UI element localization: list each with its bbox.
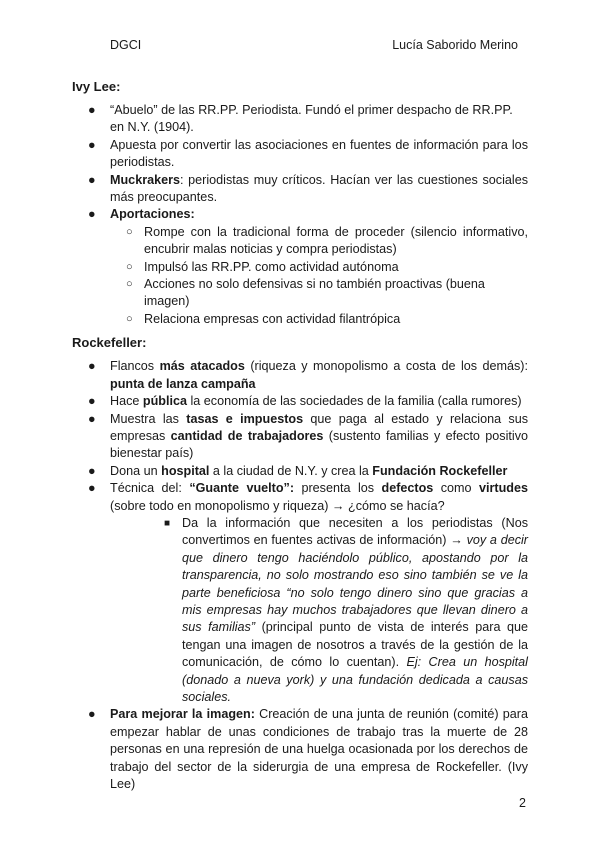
text: presenta los	[294, 481, 382, 496]
sublist-item	[72, 224, 528, 259]
sublist-item	[72, 259, 528, 276]
ivy-bullet-2: Apuesta por convertir las asociaciones en fuentes de información para los periodistas.	[110, 137, 528, 170]
sublist-item	[72, 311, 528, 328]
muckrakers-term: Muckrakers	[110, 172, 181, 187]
aportacion-4: Relaciona empresas con actividad filantrópica	[144, 311, 401, 326]
bold-text: virtudes	[479, 481, 528, 496]
bullet-icon: ●	[88, 207, 96, 222]
text: a la ciudad de N.Y. y crea la	[209, 463, 373, 478]
section-heading-rockefeller: Rockefeller:	[72, 335, 147, 351]
bold-text: cantidad de trabajadores	[170, 428, 324, 443]
ivy-bullet-1: “Abuelo” de las RR.PP. Periodista. Fundó el primer despacho de RR.PP. en N.Y. (1904).	[110, 103, 513, 135]
ivy-lee-list	[72, 102, 528, 328]
text: (sobre todo en monopolismo y riqueza) → ¿cómo se hacía?	[110, 498, 445, 513]
bullet-icon: ●	[88, 707, 96, 722]
text: (riqueza y monopolismo a costa de los demás):	[244, 359, 528, 374]
bold-text: Fundación Rockefeller	[372, 463, 508, 478]
text: Muestra las	[110, 411, 187, 426]
sublist-item	[72, 515, 528, 706]
header-course: DGCI	[110, 38, 142, 52]
section-heading-ivy-lee: Ivy Lee:	[72, 79, 121, 94]
bullet-icon: ●	[88, 463, 96, 478]
header-author: Lucía Saborido Merino	[392, 38, 518, 52]
bullet-icon: ●	[88, 411, 96, 426]
list-item	[72, 393, 528, 410]
text: Flancos	[110, 359, 160, 374]
list-item	[72, 206, 528, 328]
text: Creación de una junta de reunión (comité) para empezar hablar de unas condiciones de trabajo tras la muerte de 28 personas en una represión de una huelga ocasionada por los derechos de trabajo del sector de la siderurgia de una empresa de Rockefeller. (Ivy Lee)	[110, 707, 528, 792]
list-item	[72, 463, 528, 480]
page-number: 2	[519, 796, 526, 810]
bullet-icon: ●	[88, 394, 96, 409]
square-bullet-icon: ■	[164, 517, 171, 529]
bold-text: Para mejorar la imagen:	[110, 707, 255, 722]
text: (sustento familias y efecto positivo bienestar país)	[110, 428, 528, 461]
aportacion-1: Rompe con la tradicional forma de proceder (silencio informativo, encubrir malas noticias y compra periodistas)	[144, 224, 528, 257]
bold-text: “Guante vuelto”:	[189, 481, 295, 496]
text: Da la información que necesiten a los periodistas (Nos convertimos en fuentes activas de información) →	[182, 515, 528, 548]
aportacion-2: Impulsó las RR.PP. como actividad autónoma	[144, 259, 399, 274]
text: Técnica del:	[110, 481, 190, 496]
text: como	[433, 481, 479, 496]
circle-bullet-icon: ○	[126, 278, 133, 291]
bold-text: punta de lanza campaña	[110, 376, 256, 391]
rockefeller-list	[72, 358, 528, 793]
text: la economía de las sociedades de la familia (calla rumores)	[187, 394, 522, 409]
circle-bullet-icon: ○	[126, 225, 133, 238]
bullet-icon: ●	[88, 359, 96, 374]
bullet-icon: ●	[88, 481, 96, 496]
bullet-icon: ●	[88, 137, 96, 152]
aportaciones-label: Aportaciones:	[110, 207, 195, 222]
bold-text: más atacados	[159, 359, 245, 374]
bold-text: tasas e impuestos	[186, 411, 304, 426]
document-body	[72, 78, 528, 793]
list-item	[72, 411, 528, 463]
list-item	[72, 102, 528, 137]
bullet-icon: ●	[88, 172, 96, 187]
sublist-item	[72, 276, 528, 311]
technique-sublist	[72, 515, 528, 706]
text: (principal punto de vista de interés para que tengan una imagen de nosotros a través de la gestión de la comunicación, de cómo lo cuentan).	[182, 620, 529, 670]
bold-text: defectos	[381, 481, 434, 496]
text: Hace	[110, 394, 143, 409]
text: que paga al estado y relaciona sus empresas	[110, 411, 528, 443]
text: Dona un	[110, 463, 162, 478]
list-item	[72, 480, 528, 706]
muckrakers-definition: : periodistas muy críticos. Hacían ver las cuestiones sociales más preocupantes.	[110, 172, 528, 205]
list-item	[72, 358, 528, 393]
aportaciones-sublist	[72, 224, 528, 328]
aportacion-3: Acciones no solo defensivas si no también proactivas (buena imagen)	[144, 277, 485, 309]
italic-text: voy a decir que dinero tengo haciéndolo público, apostando por la transparencia, no solo mostrando eso sino también se ve la parte beneficiosa “no solo tengo dinero sino que gracias a mis empresas hay muchos trabajadores que llevan dinero a sus familias”	[182, 533, 528, 635]
list-item	[72, 172, 528, 207]
bullet-icon: ●	[88, 103, 96, 117]
bold-text: hospital	[161, 463, 210, 478]
list-item	[72, 137, 528, 172]
list-item	[72, 706, 528, 793]
bold-text: pública	[142, 394, 187, 409]
italic-text: Ej: Crea un hospital (donado a nueva york) y una fundación dedicada a causas sociales.	[182, 655, 528, 704]
circle-bullet-icon: ○	[126, 260, 133, 273]
circle-bullet-icon: ○	[126, 312, 133, 325]
